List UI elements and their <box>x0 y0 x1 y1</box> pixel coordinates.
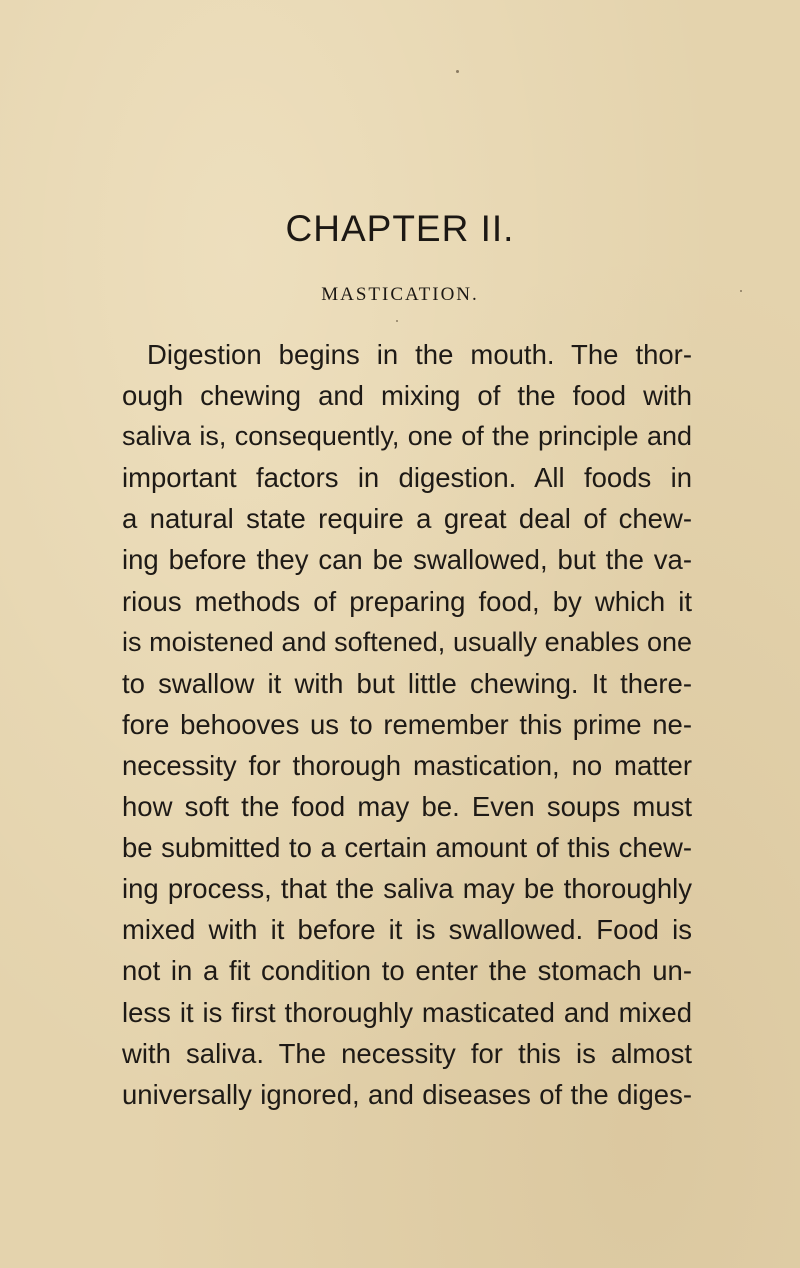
text-line: saliva is, consequently, one of the principle and <box>122 421 692 452</box>
text-line: universally ignored, and diseases of the diges- <box>122 1078 692 1110</box>
text-line: a natural state require a great deal of chew- <box>122 503 692 535</box>
text-line: be submitted to a certain amount of this chew- <box>122 832 692 864</box>
text-line: Digestion begins in the mouth. The thor- <box>147 339 692 370</box>
paper-speck <box>396 320 398 322</box>
text-line: with saliva. The necessity for this is almost <box>122 1037 692 1069</box>
text-line: necessity for thorough mastication, no matter <box>122 749 692 781</box>
text-line: rious methods of preparing food, by which it <box>122 585 692 617</box>
text-line: ing before they can be swallowed, but the va- <box>122 544 692 576</box>
paper-speck <box>456 70 459 73</box>
text-line: ing process, that the saliva may be thoroughly <box>122 873 692 905</box>
text-line: ough chewing and mixing of the food with <box>122 380 692 412</box>
text-line: to swallow it with but little chewing. It there- <box>122 667 692 699</box>
text-line: less it is first thoroughly masticated and mixed <box>122 996 692 1028</box>
text-line: important factors in digestion. All foods in <box>122 462 692 494</box>
text-line: how soft the food may be. Even soups must <box>122 791 692 823</box>
text-line: fore behooves us to remember this prime ne- <box>122 708 692 740</box>
text-line: not in a fit condition to enter the stomach un- <box>122 955 692 987</box>
text-line: is moistened and softened, usually enables one <box>122 626 692 657</box>
body-paragraph <box>122 334 692 1115</box>
chapter-title: CHAPTER II. <box>285 208 515 249</box>
text-line: mixed with it before it is swallowed. Food is <box>122 914 692 946</box>
section-title: MASTICATION. <box>321 284 479 305</box>
